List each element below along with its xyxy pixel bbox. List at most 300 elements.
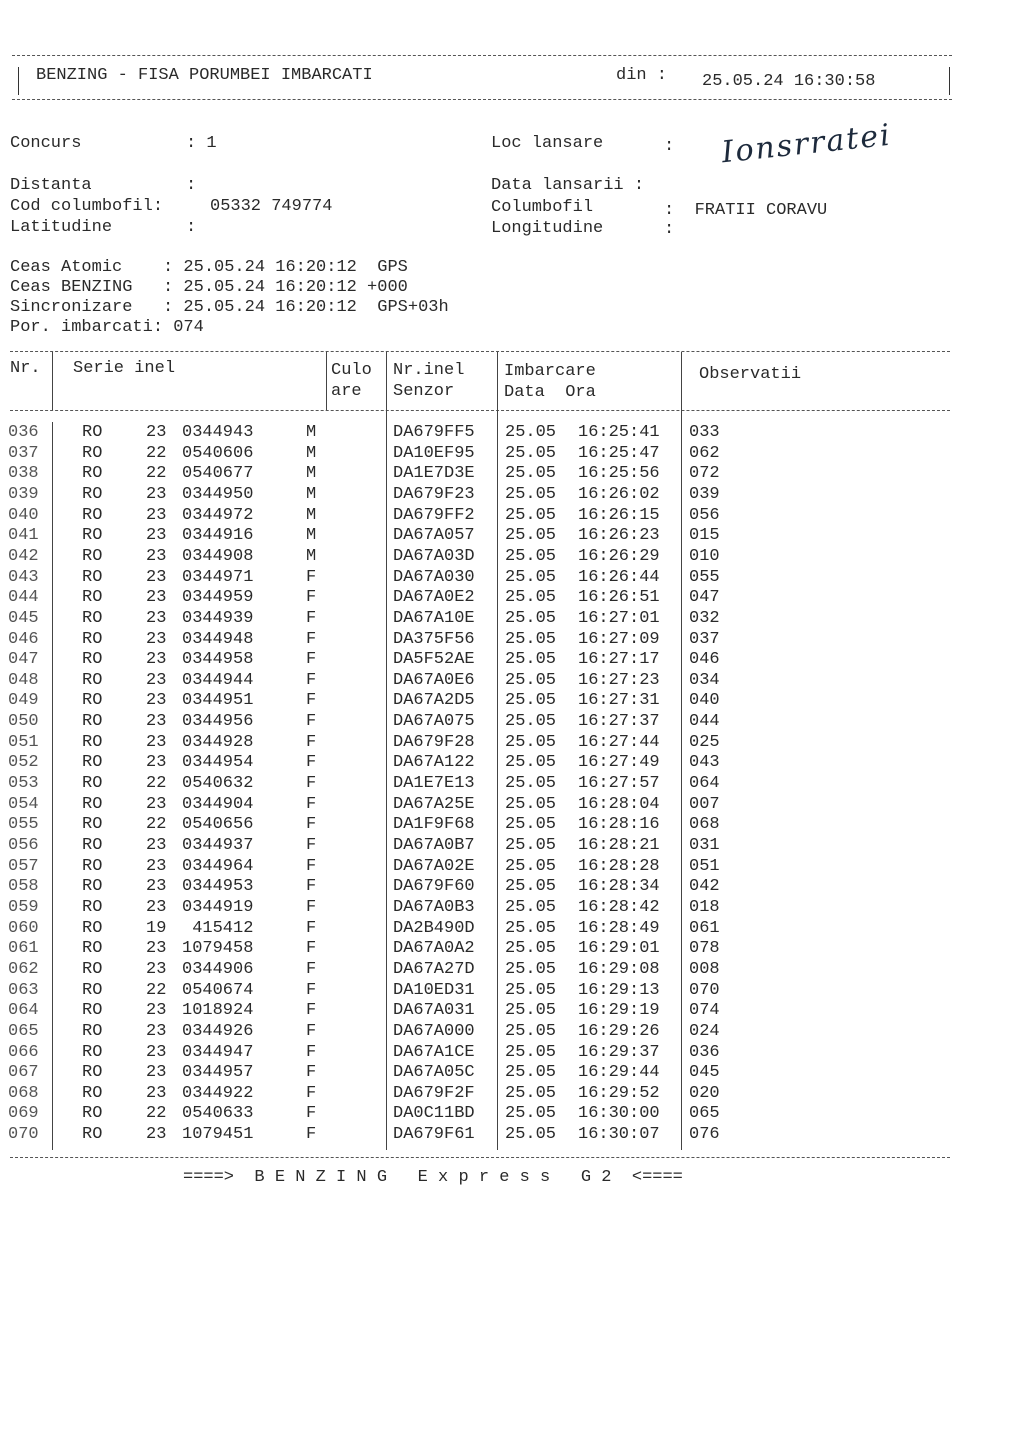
cell-an: 23 — [146, 505, 167, 525]
cell-inel: 0344928 — [182, 732, 254, 752]
table-bottom-border — [10, 1157, 950, 1158]
cell-inel: 0344906 — [182, 959, 254, 979]
cell-inel: 415412 — [182, 918, 254, 938]
cell-sex: F — [306, 753, 317, 773]
cell-ora: 16:29:52 — [578, 1083, 660, 1103]
cell-tara: RO — [82, 774, 103, 794]
cell-inel: 0344926 — [182, 1021, 254, 1041]
cell-sex: F — [306, 691, 317, 711]
cell-sex: M — [306, 423, 317, 442]
header-observatii: Observatii — [699, 365, 802, 384]
cell-nr: 060 — [8, 918, 39, 938]
cell-an: 22 — [146, 815, 167, 835]
cell-obs: 024 — [689, 1021, 720, 1041]
cell-obs: 032 — [689, 608, 720, 628]
cell-senzor: DA679FF2 — [393, 505, 475, 525]
header-top-border — [12, 55, 952, 56]
table-row — [0, 919, 1000, 940]
cell-obs: 064 — [689, 774, 720, 794]
cell-data: 25.05 — [505, 794, 557, 814]
cell-sex: M — [306, 526, 317, 546]
cell-an: 23 — [146, 1125, 167, 1145]
cell-sex: F — [306, 1083, 317, 1103]
distanta-label: Distanta — [10, 176, 92, 195]
cell-sex: M — [306, 464, 317, 484]
cell-tara: RO — [82, 670, 103, 690]
cell-an: 22 — [146, 774, 167, 794]
cell-tara: RO — [82, 856, 103, 876]
cell-nr: 052 — [8, 753, 39, 773]
cell-nr: 045 — [8, 608, 39, 628]
cell-inel: 0344953 — [182, 877, 254, 897]
cell-ora: 16:27:23 — [578, 670, 660, 690]
table-row — [0, 671, 1000, 692]
table-row — [0, 712, 1000, 733]
cell-ora: 16:29:44 — [578, 1063, 660, 1083]
cell-ora: 16:29:37 — [578, 1042, 660, 1062]
table-row — [0, 485, 1000, 506]
cell-ora: 16:25:41 — [578, 423, 660, 442]
cell-sex: F — [306, 794, 317, 814]
cell-an: 23 — [146, 423, 167, 442]
report-datetime: 25.05.24 16:30:58 — [702, 72, 876, 91]
table-row — [0, 526, 1000, 547]
cell-data: 25.05 — [505, 918, 557, 938]
cell-tara: RO — [82, 608, 103, 628]
cell-sex: F — [306, 1042, 317, 1062]
concurs-value: : 1 — [186, 134, 217, 153]
cell-inel: 0344958 — [182, 650, 254, 670]
cell-ora: 16:29:13 — [578, 980, 660, 1000]
cell-tara: RO — [82, 918, 103, 938]
cell-sex: F — [306, 1001, 317, 1021]
cell-sex: F — [306, 1063, 317, 1083]
cell-obs: 037 — [689, 629, 720, 649]
cell-nr: 059 — [8, 897, 39, 917]
cell-data: 25.05 — [505, 1001, 557, 1021]
cell-data: 25.05 — [505, 629, 557, 649]
header-bottom-border — [12, 99, 952, 100]
cell-tara: RO — [82, 753, 103, 773]
table-row — [0, 1104, 1000, 1125]
cell-data: 25.05 — [505, 1083, 557, 1103]
cell-sex: M — [306, 505, 317, 525]
cell-nr: 067 — [8, 1063, 39, 1083]
cell-ora: 16:29:08 — [578, 959, 660, 979]
cell-obs: 047 — [689, 588, 720, 608]
cell-data: 25.05 — [505, 939, 557, 959]
loc-lansare-handwritten: Ionsrratei — [719, 117, 894, 171]
cell-obs: 020 — [689, 1083, 720, 1103]
cell-an: 23 — [146, 629, 167, 649]
table-row — [0, 774, 1000, 795]
cell-inel: 0344956 — [182, 712, 254, 732]
cell-sex: F — [306, 712, 317, 732]
cell-ora: 16:26:51 — [578, 588, 660, 608]
table-row — [0, 815, 1000, 836]
cell-senzor: DA679FF5 — [393, 423, 475, 442]
cell-obs: 045 — [689, 1063, 720, 1083]
cell-senzor: DA67A075 — [393, 712, 475, 732]
cell-obs: 025 — [689, 732, 720, 752]
cell-obs: 051 — [689, 856, 720, 876]
cod-columbofil-value: 05332 749774 — [210, 197, 333, 216]
cell-sex: F — [306, 650, 317, 670]
cell-senzor: DA67A2D5 — [393, 691, 475, 711]
cell-obs: 056 — [689, 505, 720, 525]
cell-an: 23 — [146, 877, 167, 897]
cell-data: 25.05 — [505, 732, 557, 752]
table-row — [0, 753, 1000, 774]
din-label: din : — [616, 66, 668, 85]
table-row — [0, 857, 1000, 878]
cell-sex: M — [306, 484, 317, 504]
cell-data: 25.05 — [505, 691, 557, 711]
cell-senzor: DA0C11BD — [393, 1104, 475, 1124]
header-nr-inel: Nr.inel — [393, 361, 465, 380]
cell-nr: 064 — [8, 1001, 39, 1021]
cell-inel: 0540677 — [182, 464, 254, 484]
table-row — [0, 609, 1000, 630]
cell-tara: RO — [82, 1125, 103, 1145]
cell-ora: 16:27:37 — [578, 712, 660, 732]
cell-tara: RO — [82, 877, 103, 897]
cell-an: 23 — [146, 1063, 167, 1083]
cell-ora: 16:29:19 — [578, 1001, 660, 1021]
cell-data: 25.05 — [505, 443, 557, 463]
table-row — [0, 1043, 1000, 1064]
cell-sex: F — [306, 1104, 317, 1124]
cell-inel: 1018924 — [182, 1001, 254, 1021]
cell-data: 25.05 — [505, 980, 557, 1000]
cell-tara: RO — [82, 526, 103, 546]
cell-ora: 16:26:23 — [578, 526, 660, 546]
cell-an: 22 — [146, 980, 167, 1000]
cell-inel: 0344939 — [182, 608, 254, 628]
table-row — [0, 506, 1000, 527]
cell-inel: 0344916 — [182, 526, 254, 546]
cell-inel: 0344959 — [182, 588, 254, 608]
cell-tara: RO — [82, 980, 103, 1000]
table-row — [0, 733, 1000, 754]
cell-obs: 076 — [689, 1125, 720, 1145]
cell-senzor: DA1E7D3E — [393, 464, 475, 484]
cell-an: 23 — [146, 546, 167, 566]
header-right-border — [949, 67, 950, 95]
cell-ora: 16:27:09 — [578, 629, 660, 649]
cell-an: 23 — [146, 1021, 167, 1041]
cell-an: 23 — [146, 939, 167, 959]
table-header-bottom-border — [10, 410, 950, 411]
data-lansarii-label: Data lansarii : — [491, 176, 645, 195]
cell-senzor: DA67A030 — [393, 567, 475, 587]
table-row — [0, 630, 1000, 651]
cell-obs: 010 — [689, 546, 720, 566]
cell-an: 23 — [146, 670, 167, 690]
cell-inel: 0344943 — [182, 423, 254, 442]
cell-inel: 0344954 — [182, 753, 254, 773]
table-row — [0, 960, 1000, 981]
cell-ora: 16:28:42 — [578, 897, 660, 917]
cell-ora: 16:25:56 — [578, 464, 660, 484]
cell-ora: 16:26:44 — [578, 567, 660, 587]
cell-an: 23 — [146, 897, 167, 917]
cell-tara: RO — [82, 567, 103, 587]
cell-inel: 0344971 — [182, 567, 254, 587]
cell-nr: 040 — [8, 505, 39, 525]
cell-senzor: DA1F9F68 — [393, 815, 475, 835]
cell-obs: 061 — [689, 918, 720, 938]
cell-sex: F — [306, 939, 317, 959]
cell-an: 23 — [146, 588, 167, 608]
cell-data: 25.05 — [505, 897, 557, 917]
cell-nr: 062 — [8, 959, 39, 979]
cell-sex: F — [306, 732, 317, 752]
cell-senzor: DA5F52AE — [393, 650, 475, 670]
cod-columbofil-label: Cod columbofil: — [10, 197, 164, 216]
cell-data: 25.05 — [505, 836, 557, 855]
cell-tara: RO — [82, 732, 103, 752]
table-row — [0, 423, 1000, 444]
longitudine-label: Longitudine — [491, 219, 604, 238]
cell-obs: 036 — [689, 1042, 720, 1062]
cell-ora: 16:26:02 — [578, 484, 660, 504]
cell-nr: 068 — [8, 1083, 39, 1103]
cell-inel: 0540632 — [182, 774, 254, 794]
cell-obs: 031 — [689, 836, 720, 855]
cell-senzor: DA67A0B7 — [393, 836, 475, 855]
cell-sex: F — [306, 856, 317, 876]
cell-tara: RO — [82, 464, 103, 484]
cell-sex: F — [306, 836, 317, 855]
cell-obs: 042 — [689, 877, 720, 897]
cell-inel: 1079451 — [182, 1125, 254, 1145]
ceas-atomic: Ceas Atomic : 25.05.24 16:20:12 GPS — [10, 258, 408, 277]
cell-inel: 0540606 — [182, 443, 254, 463]
cell-inel: 0344950 — [182, 484, 254, 504]
table-row — [0, 1001, 1000, 1022]
cell-an: 22 — [146, 464, 167, 484]
header-nr: Nr. — [10, 359, 41, 378]
cell-an: 23 — [146, 836, 167, 855]
table-row — [0, 836, 1000, 857]
cell-tara: RO — [82, 959, 103, 979]
cell-an: 23 — [146, 691, 167, 711]
cell-senzor: DA67A27D — [393, 959, 475, 979]
longitudine-value: : — [664, 220, 675, 239]
cell-inel: 0344972 — [182, 505, 254, 525]
table-row — [0, 588, 1000, 609]
cell-nr: 037 — [8, 443, 39, 463]
cell-senzor: DA2B490D — [393, 918, 475, 938]
cell-nr: 056 — [8, 836, 39, 855]
cell-senzor: DA67A25E — [393, 794, 475, 814]
cell-senzor: DA67A0A2 — [393, 939, 475, 959]
cell-sex: F — [306, 1021, 317, 1041]
table-row — [0, 547, 1000, 568]
cell-ora: 16:28:49 — [578, 918, 660, 938]
cell-inel: 0344937 — [182, 836, 254, 855]
cell-inel: 0344904 — [182, 794, 254, 814]
cell-nr: 065 — [8, 1021, 39, 1041]
cell-tara: RO — [82, 484, 103, 504]
cell-an: 19 — [146, 918, 167, 938]
cell-nr: 053 — [8, 774, 39, 794]
cell-ora: 16:27:31 — [578, 691, 660, 711]
table-row — [0, 939, 1000, 960]
table-row — [0, 568, 1000, 589]
cell-ora: 16:29:01 — [578, 939, 660, 959]
cell-obs: 078 — [689, 939, 720, 959]
cell-ora: 16:30:00 — [578, 1104, 660, 1124]
cell-nr: 050 — [8, 712, 39, 732]
cell-inel: 0344908 — [182, 546, 254, 566]
cell-obs: 046 — [689, 650, 720, 670]
table-row — [0, 1125, 1000, 1146]
header-culo: Culo — [331, 361, 372, 380]
cell-sex: F — [306, 980, 317, 1000]
cell-tara: RO — [82, 505, 103, 525]
cell-sex: F — [306, 774, 317, 794]
cell-tara: RO — [82, 836, 103, 855]
cell-senzor: DA67A0B3 — [393, 897, 475, 917]
header-serie-inel: Serie inel — [73, 359, 176, 378]
columbofil-label: Columbofil — [491, 198, 594, 217]
cell-nr: 048 — [8, 670, 39, 690]
cell-ora: 16:26:15 — [578, 505, 660, 525]
cell-sex: F — [306, 629, 317, 649]
cell-an: 23 — [146, 1001, 167, 1021]
cell-nr: 039 — [8, 484, 39, 504]
cell-nr: 070 — [8, 1125, 39, 1145]
cell-data: 25.05 — [505, 588, 557, 608]
cell-tara: RO — [82, 588, 103, 608]
cell-obs: 015 — [689, 526, 720, 546]
cell-senzor: DA10EF95 — [393, 443, 475, 463]
cell-tara: RO — [82, 1021, 103, 1041]
cell-senzor: DA679F23 — [393, 484, 475, 504]
cell-data: 25.05 — [505, 608, 557, 628]
cell-data: 25.05 — [505, 959, 557, 979]
cell-senzor: DA67A03D — [393, 546, 475, 566]
cell-an: 23 — [146, 959, 167, 979]
cell-tara: RO — [82, 629, 103, 649]
cell-tara: RO — [82, 546, 103, 566]
cell-inel: 0540674 — [182, 980, 254, 1000]
cell-sex: F — [306, 608, 317, 628]
cell-inel: 0344957 — [182, 1063, 254, 1083]
cell-sex: F — [306, 918, 317, 938]
table-row — [0, 1022, 1000, 1043]
cell-obs: 062 — [689, 443, 720, 463]
cell-inel: 1079458 — [182, 939, 254, 959]
cell-senzor: DA375F56 — [393, 629, 475, 649]
cell-senzor: DA679F28 — [393, 732, 475, 752]
cell-nr: 044 — [8, 588, 39, 608]
cell-nr: 055 — [8, 815, 39, 835]
cell-ora: 16:26:29 — [578, 546, 660, 566]
cell-senzor: DA67A031 — [393, 1001, 475, 1021]
cell-ora: 16:28:04 — [578, 794, 660, 814]
cell-an: 23 — [146, 732, 167, 752]
table-row — [0, 691, 1000, 712]
cell-obs: 039 — [689, 484, 720, 504]
cell-nr: 063 — [8, 980, 39, 1000]
cell-tara: RO — [82, 712, 103, 732]
cell-obs: 065 — [689, 1104, 720, 1124]
cell-nr: 041 — [8, 526, 39, 546]
cell-data: 25.05 — [505, 815, 557, 835]
cell-sex: F — [306, 815, 317, 835]
cell-obs: 018 — [689, 897, 720, 917]
cell-senzor: DA679F61 — [393, 1125, 475, 1145]
cell-tara: RO — [82, 1063, 103, 1083]
cell-obs: 072 — [689, 464, 720, 484]
header-are: are — [331, 382, 362, 401]
cell-nr: 057 — [8, 856, 39, 876]
cell-sex: F — [306, 670, 317, 690]
table-row — [0, 795, 1000, 816]
cell-ora: 16:28:28 — [578, 856, 660, 876]
cell-tara: RO — [82, 443, 103, 463]
cell-data: 25.05 — [505, 650, 557, 670]
cell-obs: 070 — [689, 980, 720, 1000]
cell-nr: 038 — [8, 464, 39, 484]
cell-data: 25.05 — [505, 464, 557, 484]
table-row — [0, 981, 1000, 1002]
page-title: BENZING - FISA PORUMBEI IMBARCATI — [36, 66, 373, 85]
cell-senzor: DA67A0E6 — [393, 670, 475, 690]
cell-an: 23 — [146, 608, 167, 628]
cell-inel: 0344919 — [182, 897, 254, 917]
cell-senzor: DA679F2F — [393, 1083, 475, 1103]
cell-an: 23 — [146, 650, 167, 670]
cell-obs: 008 — [689, 959, 720, 979]
cell-an: 23 — [146, 856, 167, 876]
sincronizare: Sincronizare : 25.05.24 16:20:12 GPS+03h — [10, 298, 449, 317]
table-row — [0, 877, 1000, 898]
cell-data: 25.05 — [505, 1104, 557, 1124]
cell-data: 25.05 — [505, 1063, 557, 1083]
cell-data: 25.05 — [505, 670, 557, 690]
cell-an: 23 — [146, 794, 167, 814]
cell-sex: F — [306, 959, 317, 979]
cell-inel: 0344922 — [182, 1083, 254, 1103]
cell-senzor: DA679F60 — [393, 877, 475, 897]
table-row — [0, 464, 1000, 485]
cell-sex: M — [306, 443, 317, 463]
cell-senzor: DA67A1CE — [393, 1042, 475, 1062]
cell-senzor: DA67A0E2 — [393, 588, 475, 608]
cell-ora: 16:25:47 — [578, 443, 660, 463]
cell-data: 25.05 — [505, 423, 557, 442]
cell-inel: 0540633 — [182, 1104, 254, 1124]
cell-an: 23 — [146, 1083, 167, 1103]
cell-data: 25.05 — [505, 1021, 557, 1041]
cell-ora: 16:29:26 — [578, 1021, 660, 1041]
cell-nr: 058 — [8, 877, 39, 897]
cell-data: 25.05 — [505, 546, 557, 566]
cell-inel: 0344944 — [182, 670, 254, 690]
header-left-border — [18, 67, 19, 95]
cell-senzor: DA67A02E — [393, 856, 475, 876]
cell-tara: RO — [82, 794, 103, 814]
cell-data: 25.05 — [505, 856, 557, 876]
cell-nr: 047 — [8, 650, 39, 670]
cell-nr: 066 — [8, 1042, 39, 1062]
table-row — [0, 444, 1000, 465]
latitudine-label: Latitudine — [10, 218, 113, 237]
